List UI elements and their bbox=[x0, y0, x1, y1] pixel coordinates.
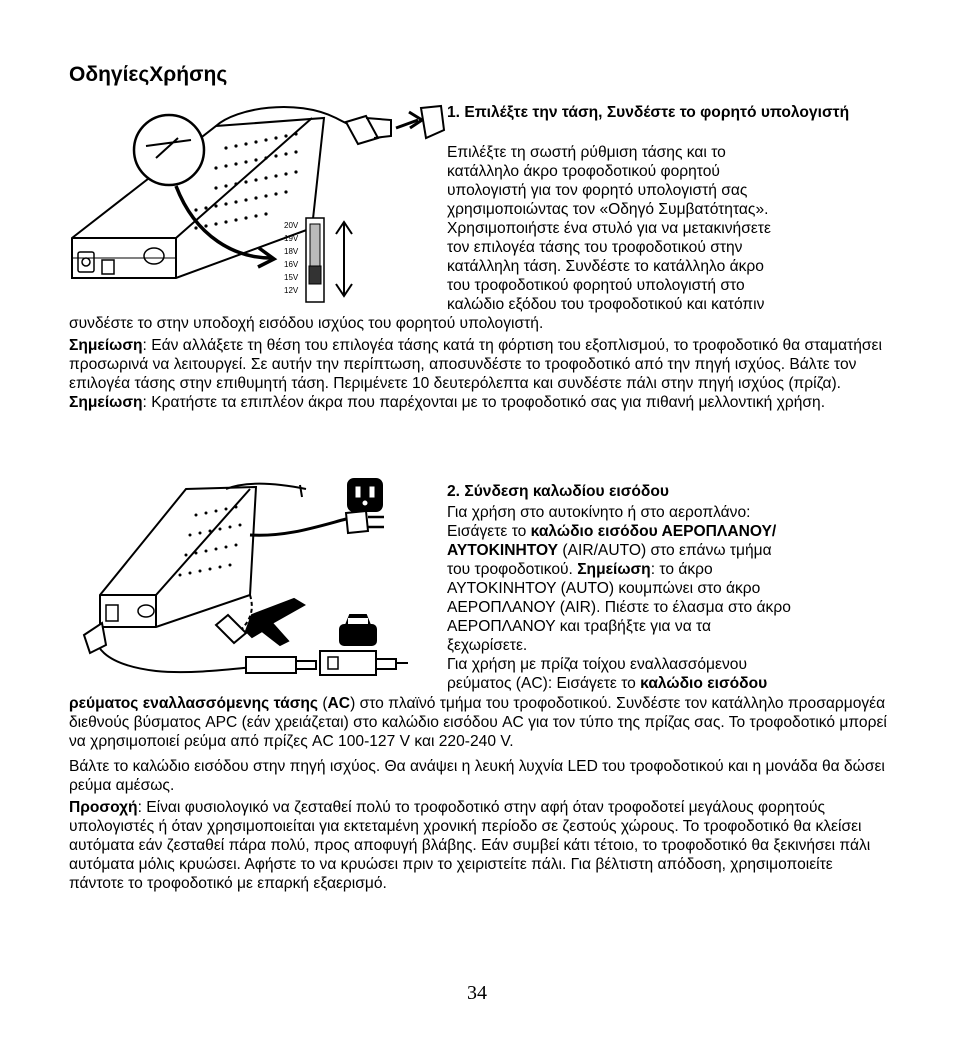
body-line: συνδέστε το στην υποδοχή εισόδου ισχύος του φορητού υπολογιστή. bbox=[69, 315, 544, 332]
note-text: : Εάν αλλάξετε τη θέση του επιλογέα τάσης κατά τη φόρτιση του εξοπλισμού, το τροφοδοτικό θα σταματήσει προσωρινά να λειτουργεί. Σε αυτήν την περίπτωση, αποσυνδέστε το τροφοδοτικό από την πηγή ισχύος. Βάλτε τον επιλογέα τάσης στην επιθυμητή τάση. Περιμένετε 10 δευτερόλεπτα και συνδέστε πάλι στην πηγή ισχύος (πρίζα). bbox=[69, 337, 882, 392]
caution-paragraph bbox=[69, 798, 887, 893]
body-line: Επιλέξτε τη σωστή ρύθμιση τάσης και το bbox=[447, 144, 726, 161]
voltage-label-16v: 16V bbox=[284, 260, 299, 269]
section-2-heading: 2. Σύνδεση καλωδίου εισόδου bbox=[447, 483, 669, 500]
body-line: ΑΕΡΟΠΛΑΝΟΥ και τραβήξτε για να τα bbox=[447, 618, 711, 635]
body-line: χρησιμοποιώντας τον «Οδηγό Συμβατότητας». bbox=[447, 201, 769, 218]
note-1 bbox=[69, 336, 887, 393]
caution-label: Προσοχή bbox=[69, 799, 138, 816]
section-1-heading: 1. Επιλέξτε την τάση, Συνδέστε το φορητό υπολογιστή bbox=[447, 104, 850, 121]
body-line: ΑΥΤΟΚΙΝΗΤΟΥ (AIR/AUTO) στο επάνω τμήμα bbox=[447, 542, 772, 559]
note-text: : Κρατήστε τα επιπλέον άκρα που παρέχονται με το τροφοδοτικό σας για πιθανή μελλοντική χρήση. bbox=[142, 394, 826, 411]
section-1-fullwidth bbox=[69, 314, 887, 412]
page-title: ΟδηγίεςΧρήσης bbox=[69, 63, 228, 86]
body-line: ρεύματος (AC): Εισάγετε το καλώδιο εισόδου bbox=[447, 675, 768, 692]
caution-text: : Είναι φυσιολογικό να ζεσταθεί πολύ το τροφοδοτικό στην αφή όταν τροφοδοτεί μεγάλους φορητούς υπολογιστές ή όταν χρησιμοποιείται για εκτεταμένη χρονική περίοδο σε ζεστούς χώρους. Το τροφοδοτικό θα κλείσει αυτόματα εάν ζεσταθεί πάρα πολύ, προς αποφυγή βλάβης. Εάν συμβεί κάτι τέτοιο, το τροφοδοτικό θα ξεκινήσει πάλι αυτόματα μόλις κρυώσει. Αφήστε το να κρυώσει πριν το χειριστείτε πάλι. Για βέλτιστη απόδοση, χρησιμοποιείτε πάντοτε το τροφοδοτικό με επαρκή εξαερισμό. bbox=[69, 799, 871, 892]
input-cable-illustration bbox=[66, 475, 442, 693]
voltage-label-18v: 18V bbox=[284, 247, 299, 256]
voltage-label-15v: 15V bbox=[284, 273, 299, 282]
body-line: του τροφοδοτικού φορητού υπολογιστή στο bbox=[447, 277, 745, 294]
led-paragraph: Βάλτε το καλώδιο εισόδου στην πηγή ισχύος. Θα ανάψει η λευκή λυχνία LED του τροφοδοτικού και η μονάδα θα δώσει ρεύμα αμέσως. bbox=[69, 758, 885, 794]
body-line: Εισάγετε το καλώδιο εισόδου ΑΕΡΟΠΛΑΝΟΥ/ bbox=[447, 523, 777, 540]
note-label: Σημείωση bbox=[69, 337, 143, 354]
page-number: 34 bbox=[467, 982, 487, 1004]
ac-paragraph: ρεύματος εναλλασσόμενης τάσης (AC) στο πλαϊνό τμήμα του τροφοδοτικού. Συνδέστε τον κατάλληλο προσαρμογέα διεθνούς βύσματος APC (εάν χρειάζεται) στο καλώδιο εισόδου AC για τον τύπο της πρίζας σας. Το τροφοδοτικό μπορεί να χρησιμοποιεί ρεύμα από πρίζες AC 100-127 V και 220-240 V. bbox=[69, 695, 887, 750]
body-line: υπολογιστή για τον φορητό υπολογιστή σας bbox=[447, 182, 748, 199]
body-line: Για χρήση στο αυτοκίνητο ή στο αεροπλάνο: bbox=[447, 504, 751, 521]
body-line: κατάλληλη τάση. Συνδέστε το κατάλληλο άκρο bbox=[447, 258, 764, 275]
body-line: Για χρήση με πρίζα τοίχου εναλλασσόμενου bbox=[447, 656, 747, 673]
body-line: ξεχωρίσετε. bbox=[447, 637, 528, 654]
body-line: του τροφοδοτικού. Σημείωση: το άκρο bbox=[447, 561, 713, 578]
body-line: καλώδιο εξόδου του τροφοδοτικού και κατόπιν bbox=[447, 296, 765, 313]
note-2 bbox=[69, 393, 887, 412]
body-line: κατάλληλο άκρο τροφοδοτικού φορητού bbox=[447, 163, 720, 180]
body-line: ΑΥΤΟΚΙΝΗΤΟΥ (AUTO) κουμπώνει στο άκρο bbox=[447, 580, 761, 597]
body-line: Χρησιμοποιήστε ένα στυλό για να μετακινήσετε bbox=[447, 220, 771, 237]
body-line: τον επιλογέα τάσης του τροφοδοτικού στην bbox=[447, 239, 743, 256]
section-1-body bbox=[447, 143, 897, 314]
section-2-body bbox=[447, 503, 897, 693]
voltage-selector-illustration bbox=[66, 98, 446, 310]
voltage-label-19v: 19V bbox=[284, 234, 299, 243]
body-line: ΑΕΡΟΠΛΑΝΟΥ (AIR). Πιέστε το έλασμα στο άκρο bbox=[447, 599, 791, 616]
note-label: Σημείωση bbox=[69, 394, 143, 411]
section-2-fullwidth bbox=[69, 694, 887, 893]
voltage-label-20v: 20V bbox=[284, 221, 299, 230]
voltage-label-12v: 12V bbox=[284, 286, 299, 295]
